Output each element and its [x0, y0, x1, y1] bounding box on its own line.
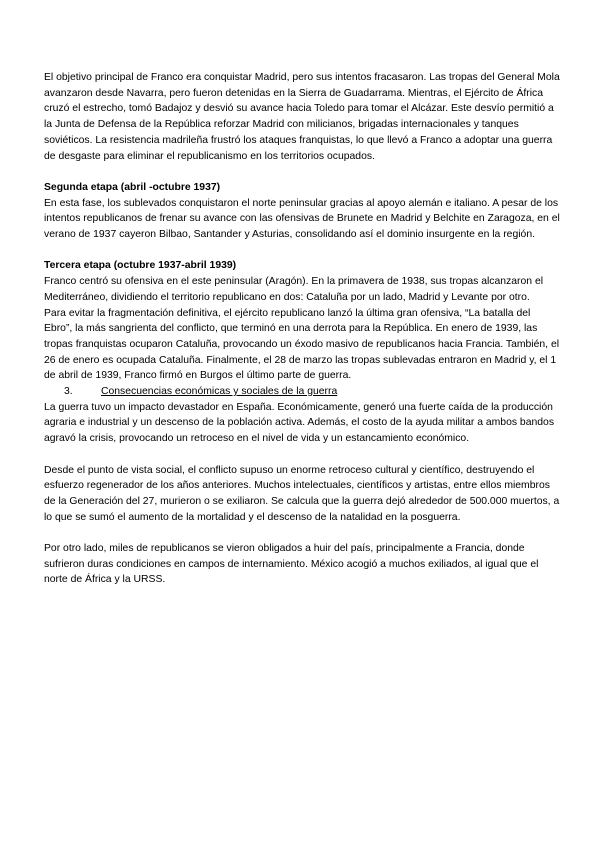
segunda-etapa-heading: Segunda etapa (abril -octubre 1937): [44, 181, 221, 193]
section-3-paragraph-1: La guerra tuvo un impacto devastador en España. Económicamente, generó una fuerte caída de la producción agraria e industrial y un descenso de la población activa. Además, el costo de la ayuda militar a ambos bandos agravó la crisis, provocando un retroceso en el nivel de vida y un estancamiento económico.: [44, 401, 555, 445]
tercera-etapa-paragraph-2: Para evitar la fragmentación definitiva, el ejército republicano lanzó la última gran ofensiva, “La batalla del Ebro”, la más sangrienta del conflicto, que terminó en una derrota para la República. En enero de 1939, las tropas franquistas ocuparon Cataluña, provocando un éxodo masivo de republicanos hacia Francia. También, el 26 de enero es ocupada Cataluña. Finalmente, el 28 de marzo las tropas sublevadas entraron en Madrid y, el 1 de abril de 1939, Franco firmó en Burgos el último parte de guerra.: [44, 307, 560, 382]
intro-paragraph: El objetivo principal de Franco era conquistar Madrid, pero sus intentos fracasaron. Las tropas del General Mola avanzaron desde Navarra, pero fueron detenidas en la Sierra de Guadarrama. Mientras, el Ejército de África cruzó el estrecho, tomó Badajoz y desvió su avance hacia Toledo para tomar el Alcázar. Este desvío permitió a la Junta de Defensa de la República reforzar Madrid con milicianos, brigadas internacionales y tanques soviéticos. La resistencia madrileña frustró los ataques franquistas, lo que llevó a Franco a adoptar una guerra de desgaste para eliminar el republicanismo en los territorios ocupados.: [44, 72, 560, 162]
spacer: [44, 243, 560, 259]
spacer: [44, 447, 560, 463]
section-3-paragraph-3: Por otro lado, miles de republicanos se vieron obligados a huir del país, principalmente a Francia, donde sufrieron duras condiciones en campos de internamiento. México acogió a muchos exiliados, al igual que el norte de África y la URSS.: [44, 543, 539, 586]
segunda-etapa-paragraph: En esta fase, los sublevados conquistaron el norte peninsular gracias al apoyo alemán e italiano. A pesar de los intentos republicanos de frenar su avance con las ofensivas de Brunete en Madrid y Belchite en Zaragoza, en el verano de 1937 cayeron Bilbao, Santander y Asturias, consolidando así el dominio insurgente en la región.: [44, 197, 560, 241]
tercera-etapa-paragraph-1: Franco centró su ofensiva en el este peninsular (Aragón). En la primavera de 1938, sus tropas alcanzaron el Mediterráneo, dividiendo el territorio republicano en dos: Cataluña por un lado, Madrid y Levante por otro.: [44, 276, 544, 303]
section-3-title: [44, 384, 560, 400]
spacer: [44, 164, 560, 180]
section-3-number: 3.: [64, 386, 73, 398]
spacer: [44, 525, 560, 541]
document-page: [44, 70, 560, 588]
tercera-etapa-heading: Tercera etapa (octubre 1937-abril 1939): [44, 260, 237, 272]
section-3-label: Consecuencias económicas y sociales de la guerra: [101, 386, 338, 398]
section-3-paragraph-2: Desde el punto de vista social, el conflicto supuso un enorme retroceso cultural y científico, destruyendo el esfuerzo regenerador de los años anteriores. Muchos intelectuales, científicos y artistas, entre ellos miembros de la Generación del 27, murieron o se exiliaron. Se calcula que la guerra dejó alrededor de 500.000 muertos, a lo que se sumó el aumento de la mortalidad y el descenso de la natalidad en la posguerra.: [44, 464, 560, 523]
